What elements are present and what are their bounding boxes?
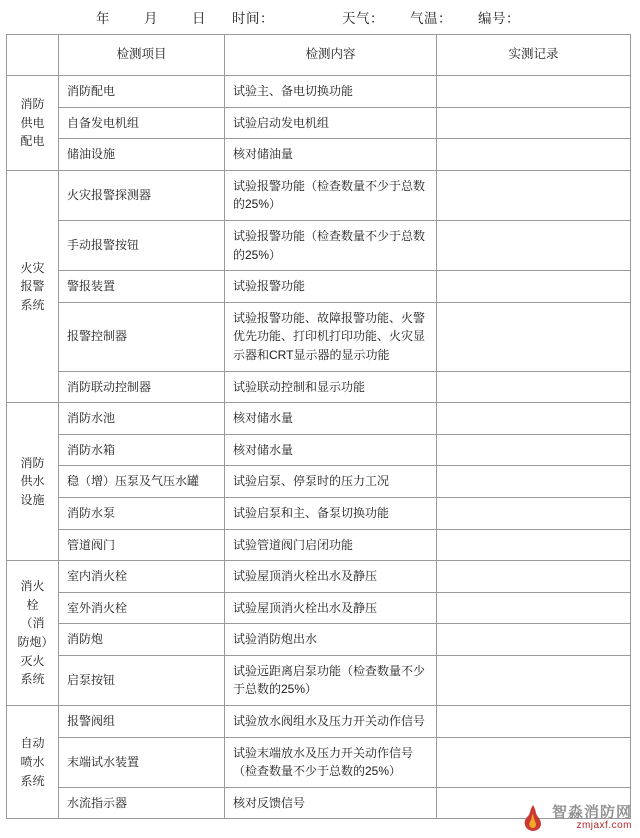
header-day: 日 — [192, 11, 206, 26]
item-cell: 消防水泵 — [59, 497, 225, 529]
content-cell: 试验启动发电机组 — [225, 107, 437, 139]
record-cell[interactable] — [437, 561, 631, 593]
table-row — [7, 466, 631, 498]
header-month: 月 — [144, 11, 158, 26]
watermark — [520, 804, 632, 832]
table-row — [7, 139, 631, 171]
table-row — [7, 403, 631, 435]
item-cell: 报警阀组 — [59, 706, 225, 738]
table-row — [7, 271, 631, 303]
record-cell[interactable] — [437, 107, 631, 139]
content-cell: 试验消防炮出水 — [225, 624, 437, 656]
content-cell: 试验末端放水及压力开关动作信号（检查数量不少于总数的25%） — [225, 737, 437, 787]
record-cell[interactable] — [437, 371, 631, 403]
item-cell: 消防水箱 — [59, 434, 225, 466]
column-header-item: 检测项目 — [59, 35, 225, 76]
content-cell: 试验联动控制和显示功能 — [225, 371, 437, 403]
record-cell[interactable] — [437, 139, 631, 171]
system-cell: 消防供水设施 — [7, 403, 59, 561]
item-cell: 火灾报警探测器 — [59, 170, 225, 220]
table-row — [7, 592, 631, 624]
watermark-text — [552, 805, 632, 831]
record-cell[interactable] — [437, 737, 631, 787]
system-cell: 消防供电配电 — [7, 76, 59, 171]
record-cell[interactable] — [437, 403, 631, 435]
table-header-row — [7, 35, 631, 76]
content-cell: 核对储水量 — [225, 403, 437, 435]
record-cell[interactable] — [437, 220, 631, 270]
system-cell: 自动喷水系统 — [7, 706, 59, 819]
record-cell[interactable] — [437, 302, 631, 371]
system-cell: 消火栓（消防炮）灭火系统 — [7, 561, 59, 706]
item-cell: 启泵按钮 — [59, 655, 225, 705]
item-cell: 消防水池 — [59, 403, 225, 435]
table-row — [7, 655, 631, 705]
record-cell[interactable] — [437, 76, 631, 108]
column-header-record: 实测记录 — [437, 35, 631, 76]
header-weather-label: 天气： — [342, 11, 384, 26]
table-row — [7, 497, 631, 529]
system-cell: 火灾报警系统 — [7, 170, 59, 402]
item-cell: 稳（增）压泵及气压水罐 — [59, 466, 225, 498]
item-cell: 消防配电 — [59, 76, 225, 108]
form-header — [0, 0, 640, 34]
content-cell: 试验启泵、停泵时的压力工况 — [225, 466, 437, 498]
item-cell: 手动报警按钮 — [59, 220, 225, 270]
content-cell: 试验放水阀组水及压力开关动作信号 — [225, 706, 437, 738]
item-cell: 消防联动控制器 — [59, 371, 225, 403]
record-cell[interactable] — [437, 434, 631, 466]
item-cell: 警报装置 — [59, 271, 225, 303]
table-row — [7, 624, 631, 656]
table-row — [7, 434, 631, 466]
content-cell: 试验报警功能、故障报警功能、火警优先功能、打印机打印功能、火灾显示器和CRT显示器的显示功能 — [225, 302, 437, 371]
table-row — [7, 220, 631, 270]
table-row — [7, 107, 631, 139]
table-row — [7, 737, 631, 787]
record-cell[interactable] — [437, 655, 631, 705]
header-time-label: 时间： — [232, 11, 274, 26]
content-cell: 试验主、备电切换功能 — [225, 76, 437, 108]
item-cell: 末端试水装置 — [59, 737, 225, 787]
item-cell: 储油设施 — [59, 139, 225, 171]
record-cell[interactable] — [437, 497, 631, 529]
content-cell: 试验远距离启泵功能（检查数量不少于总数的25%） — [225, 655, 437, 705]
content-cell: 核对储水量 — [225, 434, 437, 466]
header-number-label: 编号： — [478, 11, 520, 26]
item-cell: 室内消火栓 — [59, 561, 225, 593]
table-row — [7, 371, 631, 403]
content-cell: 试验报警功能 — [225, 271, 437, 303]
inspection-table — [6, 34, 631, 819]
item-cell: 自备发电机组 — [59, 107, 225, 139]
record-cell[interactable] — [437, 592, 631, 624]
content-cell: 试验屋顶消火栓出水及静压 — [225, 561, 437, 593]
content-cell: 试验报警功能（检查数量不少于总数的25%） — [225, 170, 437, 220]
item-cell: 室外消火栓 — [59, 592, 225, 624]
column-header-system — [7, 35, 59, 76]
column-header-content: 检测内容 — [225, 35, 437, 76]
table-row — [7, 529, 631, 561]
content-cell: 核对储油量 — [225, 139, 437, 171]
content-cell: 试验管道阀门启闭功能 — [225, 529, 437, 561]
record-cell[interactable] — [437, 529, 631, 561]
watermark-sub: zmjaxf.com — [576, 819, 632, 831]
table-row — [7, 706, 631, 738]
item-cell: 报警控制器 — [59, 302, 225, 371]
item-cell: 管道阀门 — [59, 529, 225, 561]
item-cell: 消防炮 — [59, 624, 225, 656]
record-cell[interactable] — [437, 271, 631, 303]
header-temperature-label: 气温： — [410, 11, 452, 26]
flame-icon — [520, 804, 546, 832]
content-cell: 试验启泵和主、备泵切换功能 — [225, 497, 437, 529]
content-cell: 核对反馈信号 — [225, 787, 437, 819]
record-cell[interactable] — [437, 706, 631, 738]
table-row — [7, 302, 631, 371]
table-body — [7, 76, 631, 819]
table-row — [7, 561, 631, 593]
record-cell[interactable] — [437, 466, 631, 498]
content-cell: 试验屋顶消火栓出水及静压 — [225, 592, 437, 624]
record-cell[interactable] — [437, 624, 631, 656]
table-row — [7, 76, 631, 108]
table-row — [7, 170, 631, 220]
header-year: 年 — [96, 11, 110, 26]
watermark-main: 智淼消防网 — [551, 803, 632, 821]
item-cell: 水流指示器 — [59, 787, 225, 819]
content-cell: 试验报警功能（检查数量不少于总数的25%） — [225, 220, 437, 270]
record-cell[interactable] — [437, 170, 631, 220]
